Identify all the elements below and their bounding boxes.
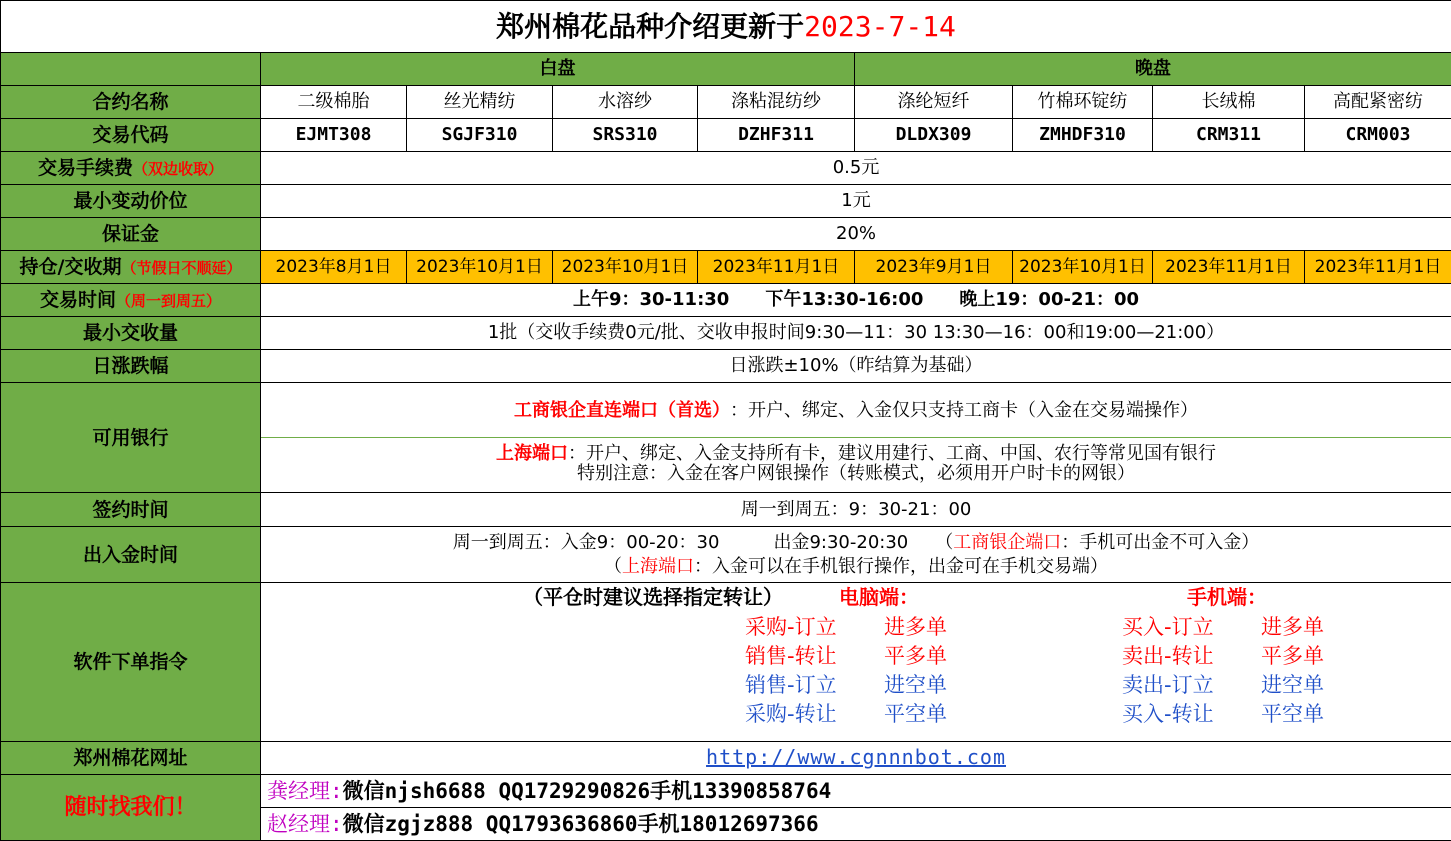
pc-header: 电脑端：	[839, 585, 919, 609]
software-cell	[261, 583, 1451, 742]
mobile-command-result: 进多单	[1261, 615, 1324, 639]
software-commands	[261, 583, 1451, 741]
inout-line2-end: ：入金可以在手机银行操作，出金可在手机交易端）	[694, 555, 1109, 577]
delivery-date: 2023年11月1日	[1153, 251, 1305, 284]
mobile-command-result: 平空单	[1261, 702, 1324, 726]
contract-code: EJMT308	[261, 119, 407, 152]
pc-command-action: 销售-订立	[745, 673, 837, 697]
icbc-port-label: 工商银企直连端口（首选）	[514, 400, 731, 421]
mobile-command-action: 卖出-转让	[1122, 644, 1214, 668]
fee-label-text: 交易手续费	[37, 156, 133, 179]
manager-name: 龚经理:	[267, 779, 343, 803]
hours-value: 上午9：30-11:30 下午13:30-16:00 晚上19：00-21：00	[261, 284, 1451, 317]
mobile-command-result: 进空单	[1261, 673, 1324, 697]
contact-row	[261, 808, 1451, 841]
delivery-note: （节假日不顺延）	[121, 258, 242, 277]
inout-time-cell	[261, 527, 1451, 583]
shanghai-port-text: ：开户、绑定、入金支持所有卡，建议用建行、工商、中国、农行等常见国有银行	[568, 443, 1217, 464]
delivery-date: 2023年10月1日	[1013, 251, 1153, 284]
contract-name: 水溶纱	[553, 86, 698, 119]
inout-icbc-label: 工商银企端口	[953, 531, 1062, 553]
sign-time-value: 周一到周五：9：30-21：00	[261, 493, 1451, 527]
delivery-date: 2023年11月1日	[1305, 251, 1451, 284]
pc-command-result: 平空单	[884, 702, 947, 726]
software-hint: （平仓时建议选择指定转让）	[523, 585, 783, 609]
contract-code: CRM003	[1305, 119, 1451, 152]
icbc-port-text: ：开户、绑定、入金仅只支持工商卡（入金在交易端操作）	[730, 400, 1199, 421]
website-cell	[261, 742, 1451, 775]
pc-command-action: 采购-订立	[745, 615, 837, 639]
hours-note: （周一到周五）	[116, 291, 222, 310]
delivery-date: 2023年9月1日	[855, 251, 1013, 284]
hours-label-text: 交易时间	[39, 288, 116, 311]
label-limit: 日涨跌幅	[1, 350, 261, 383]
tick-value: 1元	[261, 185, 1451, 218]
website-link[interactable]: http://www.cgnnnbot.com	[706, 745, 1006, 769]
contract-name: 涤粘混纺纱	[698, 86, 855, 119]
icbc-port	[261, 385, 1451, 438]
margin-value: 20%	[261, 218, 1451, 251]
banks-cell	[261, 383, 1451, 493]
label-banks: 可用银行	[1, 383, 261, 493]
label-website: 郑州棉花网址	[1, 742, 261, 775]
delivery-date: 2023年8月1日	[261, 251, 407, 284]
label-contract-name: 合约名称	[1, 86, 261, 119]
group-day: 白盘	[261, 53, 855, 86]
contract-code: SRS310	[553, 119, 698, 152]
manager-name: 赵经理:	[267, 812, 343, 836]
pc-command-result: 进多单	[884, 615, 947, 639]
group-label-blank	[1, 53, 261, 86]
contract-name: 长绒棉	[1153, 86, 1305, 119]
shanghai-port	[261, 438, 1451, 490]
group-night: 晚盘	[855, 53, 1451, 86]
shanghai-port-note: 特别注意：入金在客户网银操作（转账模式，必须用开户时卡的网银）	[577, 463, 1136, 484]
inout-shanghai-label: 上海端口	[622, 555, 695, 577]
page-title	[1, 1, 1451, 53]
delivery-date: 2023年10月1日	[553, 251, 698, 284]
label-margin: 保证金	[1, 218, 261, 251]
label-software: 软件下单指令	[1, 583, 261, 742]
delivery-label-text: 持仓/交收期	[19, 255, 122, 278]
contract-name: 二级棉胎	[261, 86, 407, 119]
contract-name: 高配紧密纺	[1305, 86, 1451, 119]
label-sign-time: 签约时间	[1, 493, 261, 527]
inout-line1: 周一到周五：入金9：00-20：30 出金9:30-20:30 （	[452, 531, 954, 553]
label-inout-time: 出入金时间	[1, 527, 261, 583]
pc-command-result: 进空单	[884, 673, 947, 697]
contract-code: DZHF311	[698, 119, 855, 152]
update-date: 2023-7-14	[804, 9, 956, 43]
pc-command-action: 销售-转让	[745, 644, 837, 668]
title-text: 郑州棉花品种介绍更新于	[496, 9, 805, 43]
contract-name: 竹棉环锭纺	[1013, 86, 1153, 119]
label-contact: 随时找我们！	[1, 775, 261, 841]
mobile-command-action: 买入-转让	[1122, 702, 1214, 726]
contract-code: CRM311	[1153, 119, 1305, 152]
label-tick: 最小变动价位	[1, 185, 261, 218]
contract-name: 丝光精纺	[407, 86, 553, 119]
contact-row	[261, 775, 1451, 808]
label-delivery	[1, 251, 261, 284]
pc-command-action: 采购-转让	[745, 702, 837, 726]
limit-value: 日涨跌±10%（昨结算为基础）	[261, 350, 1451, 383]
contract-code: DLDX309	[855, 119, 1013, 152]
manager-info: 微信zgjz888 QQ1793636860手机18012697366	[342, 812, 819, 836]
mobile-command-action: 卖出-订立	[1122, 673, 1214, 697]
fee-note: （双边收取）	[133, 159, 224, 178]
contract-name: 涤纶短纤	[855, 86, 1013, 119]
label-fee	[1, 152, 261, 185]
manager-info: 微信njsh6688 QQ1729290826手机13390858764	[342, 779, 832, 803]
pc-command-result: 平多单	[884, 644, 947, 668]
inout-line2: （	[604, 555, 623, 577]
mobile-header: 手机端：	[1187, 585, 1267, 609]
label-code: 交易代码	[1, 119, 261, 152]
mobile-command-action: 买入-订立	[1122, 615, 1214, 639]
inout-line1-end: ：手机可出金不可入金）	[1061, 531, 1260, 553]
contract-code: ZMHDF310	[1013, 119, 1153, 152]
shanghai-port-label: 上海端口	[496, 443, 569, 464]
fee-value: 0.5元	[261, 152, 1451, 185]
mobile-command-result: 平多单	[1261, 644, 1324, 668]
contract-code: SGJF310	[407, 119, 553, 152]
label-hours	[1, 284, 261, 317]
delivery-date: 2023年11月1日	[698, 251, 855, 284]
min-qty-value: 1批（交收手续费0元/批、交收申报时间9:30—11：30 13:30—16：00和19:00—21:00）	[261, 317, 1451, 350]
delivery-date: 2023年10月1日	[407, 251, 553, 284]
label-min-qty: 最小交收量	[1, 317, 261, 350]
